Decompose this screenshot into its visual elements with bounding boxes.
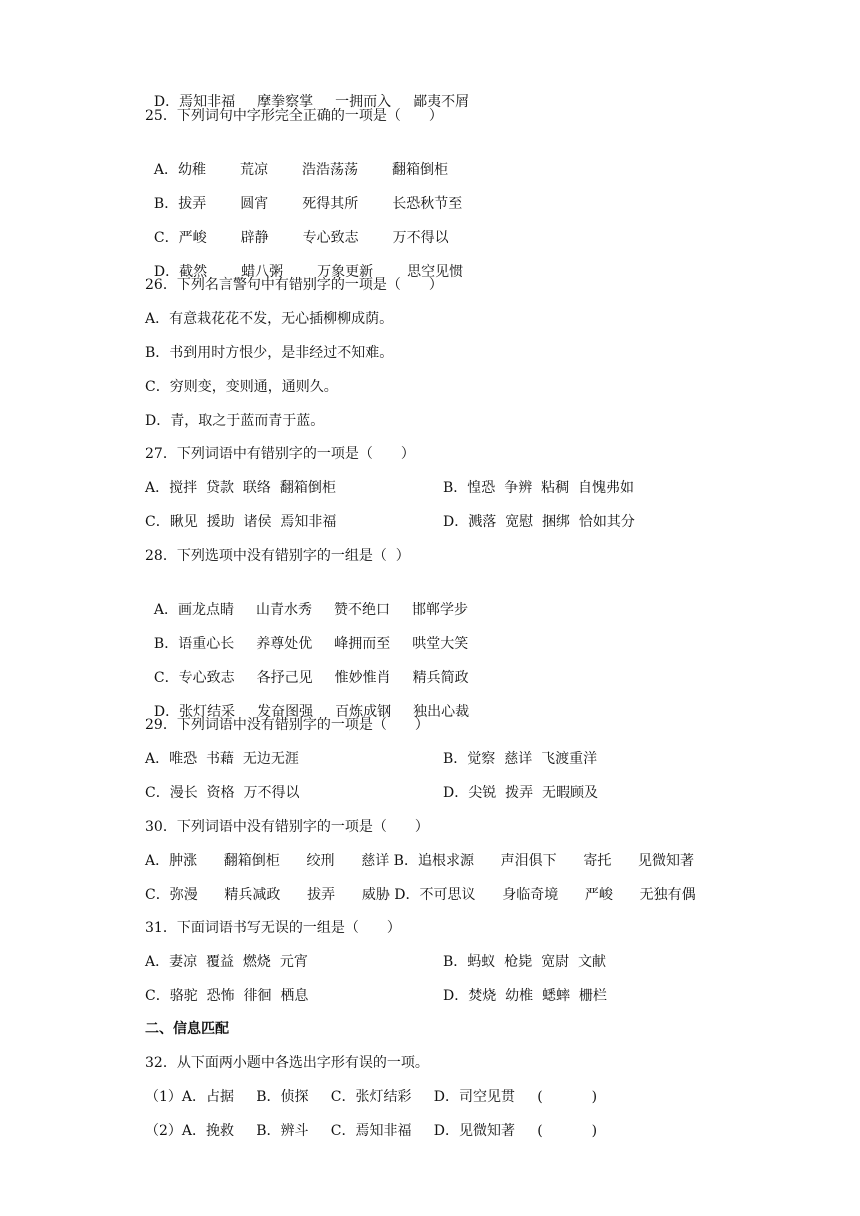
word: 摩拳察掌 [257,94,314,110]
question-29-option-a: A．唯恐 书藉 无边无涯 [145,751,299,767]
question-27-option-b: B．惶恐 争辨 粘稠 自愧弗如 [443,480,634,496]
question-30-line-2: C．弥漫 精兵减政 拔弄 威胁 D．不可思议 身临奇境 严峻 无独有偶 [145,887,696,903]
question-31-stem: 31．下面词语书写无误的一组是（ ） [145,920,401,936]
question-26-stem: 26．下列名言警句中有错别字的一项是（ ） [145,277,443,293]
question-26-option-a: A．有意栽花花不发，无心插柳柳成荫。 [145,311,394,327]
question-27-option-c: C．瞅见 援助 诸侯 焉知非福 [145,514,337,530]
question-26-option-c: C．穷则变，变则通，通则久。 [145,379,338,395]
question-27-option-d: D．溅落 宽慰 捆绑 恰如其分 [443,514,635,530]
question-32-sub-1: （1）A．占据 B．侦探 C．张灯结彩 D．司空见贯 ( ) [145,1089,598,1105]
question-24-option-d: D．焉知非福 摩拳察掌 一拥而入 鄙夷不屑 [153,94,470,110]
question-29-option-c: C．漫长 资格 万不得以 [145,785,300,801]
question-30-line-1: A．肿涨 翻箱倒柜 绞刑 慈详 B．追根求源 声泪俱下 寄托 见微知著 [145,853,695,869]
word: 一拥而入 [335,94,392,110]
question-29-stem: 29．下列词语中没有错别字的一项是（ ） [145,717,429,733]
question-28-stem: 28．下列选项中没有错别字的一组是（ ） [145,548,410,564]
question-31-option-b: B．蚂蚁 枪毙 宽尉 文献 [443,954,606,970]
question-27-option-a: A．搅拌 贷款 联络 翻箱倒柜 [145,480,336,496]
question-29-option-b: B．觉察 慈详 飞渡重洋 [443,751,598,767]
word: 焉知非福 [179,94,236,110]
question-28-option-a: A．画龙点睛 山青水秀 赞不绝口 邯郸学步 [153,602,469,618]
question-29-option-d: D．尖锐 拨弄 无暇顾及 [443,785,599,801]
question-31-option-a: A．妻凉 覆益 燃烧 元宵 [145,954,308,970]
question-28-option-d: D．张灯结采 发奋图强 百炼成钢 独出心裁 [153,704,470,720]
question-26-option-d: D．青，取之于蓝而青于蓝。 [145,413,325,429]
question-25-option-b: B．拔弄 圆宵 死得其所 长恐秋节至 [153,196,463,212]
question-27-stem: 27．下列词语中有错别字的一项是（ ） [145,446,415,462]
question-25-option-d: D．截然 蜡八粥 万象更新 思空见惯 [153,264,464,280]
question-28-option-c: C．专心致志 各抒己见 惟妙惟肖 精兵简政 [153,670,469,686]
section-title: 二、信息匹配 [145,1021,229,1037]
question-31-option-d: D．焚烧 幼椎 蟋蟀 栅栏 [443,988,607,1004]
question-26-option-b: B．书到用时方恨少，是非经过不知难。 [145,345,394,361]
question-25-option-c: C．严峻 辟静 专心致志 万不得以 [153,230,449,246]
question-31-option-c: C．骆驼 恐怖 徘徊 栖息 [145,988,309,1004]
question-32-stem: 32．从下面两小题中各选出字形有误的一项。 [145,1055,429,1071]
question-30-stem: 30．下列词语中没有错别字的一项是（ ） [145,819,429,835]
question-25-option-a: A．幼稚 荒凉 浩浩荡荡 翻箱倒柜 [153,162,449,178]
word: 鄙夷不屑 [413,94,470,110]
question-25-stem: 25．下列词句中字形完全正确的一项是（ ） [145,108,443,124]
question-28-option-b: B．语重心长 养尊处优 峰拥而至 哄堂大笑 [153,636,469,652]
question-32-sub-2: （2）A．挽救 B．辨斗 C．焉知非福 D．见微知著 ( ) [145,1123,598,1139]
